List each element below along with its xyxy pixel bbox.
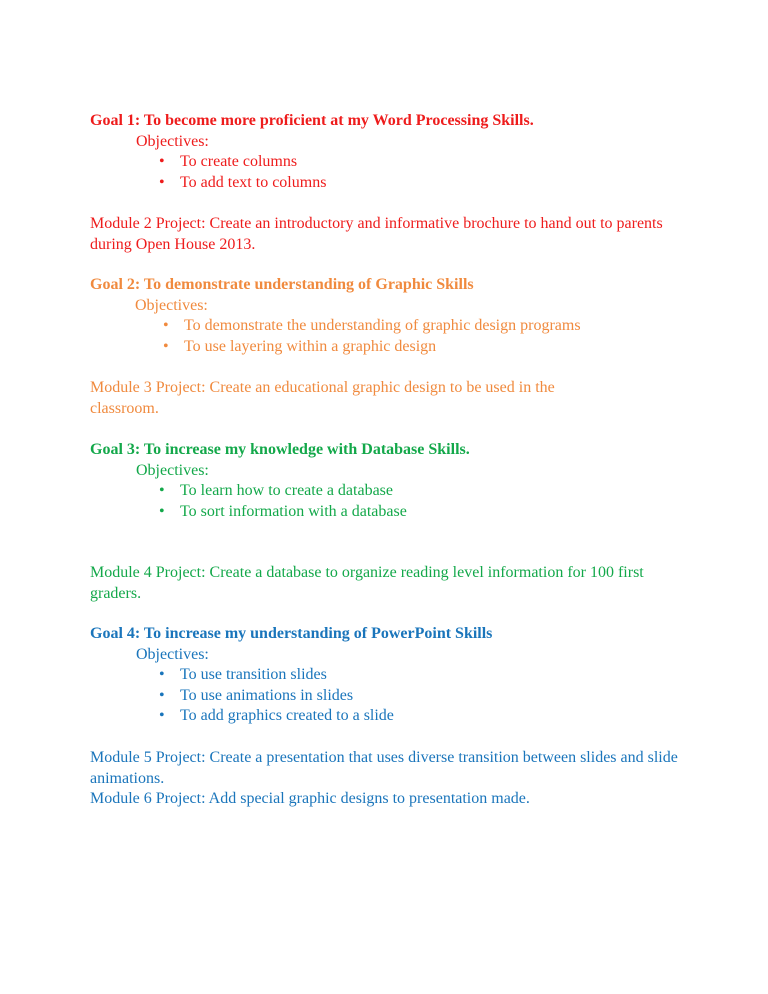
objective-item: • To create columns: [90, 152, 690, 173]
objective-item: • To use transition slides: [90, 665, 690, 686]
goal-2-objectives-label: Objectives:: [135, 296, 208, 314]
goal-4-project-section: [90, 748, 680, 810]
objective-item: • To use animations in slides: [90, 686, 690, 707]
goal-1-title: Goal 1: To become more proficient at my Word Processing Skills.: [90, 112, 534, 129]
module-3-project: Module 3 Project: Create an educational graphic design to be used in the classroom.: [90, 379, 555, 417]
module-4-project: Module 4 Project: Create a database to organize reading level information for 100 first graders.: [90, 564, 644, 602]
module-5-project: Module 5 Project: Create a presentation that uses diverse transition between slides and slide animations.: [90, 749, 678, 787]
goal-2-title: Goal 2: To demonstrate understanding of Graphic Skills: [90, 276, 474, 293]
objective-item: • To demonstrate the understanding of graphic design programs: [90, 316, 690, 337]
goal-3-section: [90, 440, 690, 522]
goal-2-project-section: [90, 378, 620, 419]
goal-1-section: [90, 111, 690, 193]
goal-4-title: Goal 4: To increase my understanding of PowerPoint Skills: [90, 625, 493, 642]
goal-3-objectives-list: [90, 481, 690, 522]
goal-1-objectives-list: [90, 152, 690, 193]
goal-3-objectives-label: Objectives:: [136, 461, 209, 479]
objective-item: • To use layering within a graphic design: [90, 337, 690, 358]
goal-4-objectives-list: [90, 665, 690, 727]
goal-4-section: [90, 624, 690, 727]
module-6-project: Module 6 Project: Add special graphic designs to presentation made.: [90, 790, 530, 807]
objective-item: • To add text to columns: [90, 173, 690, 194]
goal-2-objectives-list: [90, 316, 690, 357]
goal-3-project-section: [90, 563, 680, 604]
goal-2-section: [90, 275, 690, 357]
module-2-project: Module 2 Project: Create an introductory and informative brochure to hand out to parents during Open House 2013.: [90, 215, 663, 253]
objective-item: • To add graphics created to a slide: [90, 706, 690, 727]
goal-4-objectives-label: Objectives:: [136, 645, 209, 663]
goal-1-project-section: [90, 214, 680, 255]
objective-item: • To learn how to create a database: [90, 481, 690, 502]
objective-item: • To sort information with a database: [90, 502, 690, 523]
goal-1-objectives-label: Objectives:: [136, 132, 209, 150]
goal-3-title: Goal 3: To increase my knowledge with Database Skills.: [90, 441, 470, 458]
